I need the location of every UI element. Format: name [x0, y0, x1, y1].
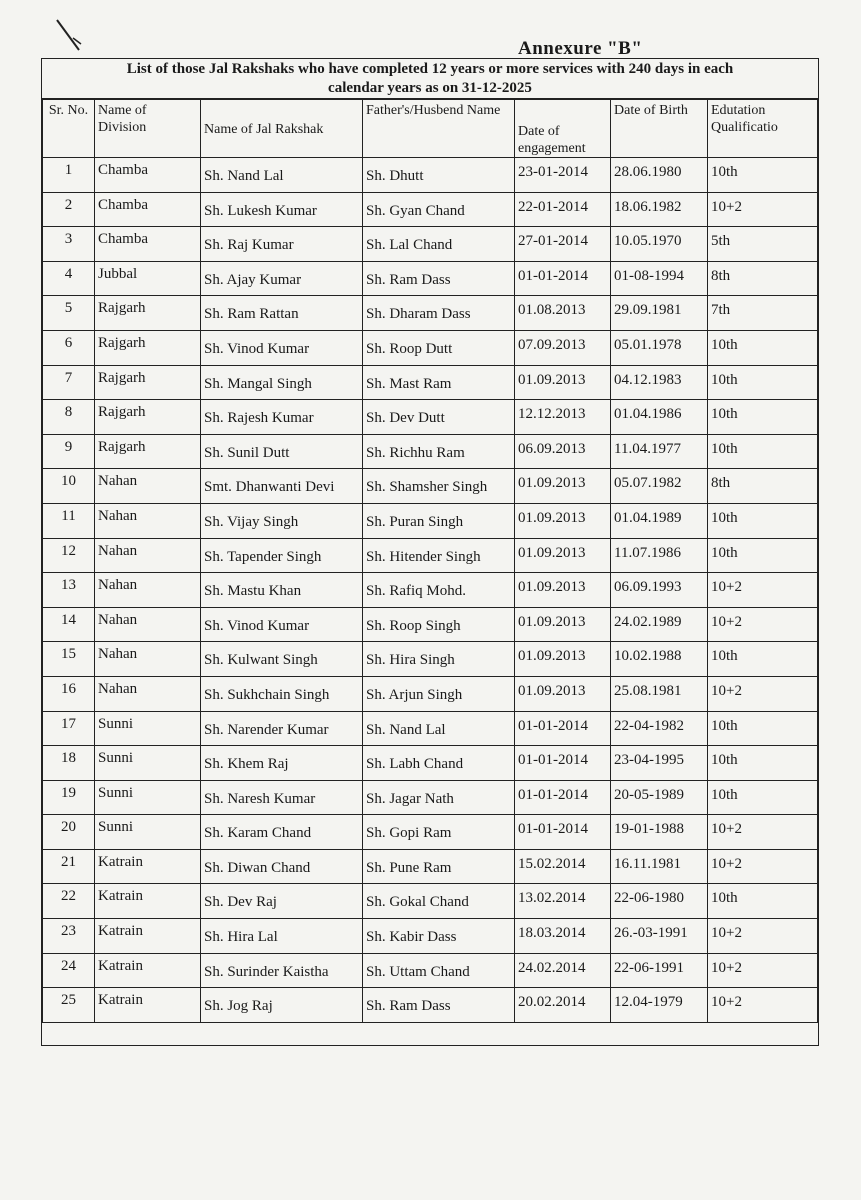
division-cell: Nahan: [95, 503, 201, 538]
annexure-label: Annexure "B": [518, 38, 643, 59]
father-cell: Sh. Arjun Singh: [363, 676, 515, 711]
sr-cell: 8: [43, 400, 95, 435]
engagement-date-cell: 23-01-2014: [515, 158, 611, 193]
header-division: Name of Division: [95, 100, 201, 158]
name-cell: Sh. Vinod Kumar: [201, 607, 363, 642]
engagement-date-cell: 20.02.2014: [515, 988, 611, 1023]
table-row: [43, 434, 818, 469]
table-row: [43, 296, 818, 331]
header-sr-no: Sr. No.: [43, 100, 95, 158]
engagement-date-cell: 06.09.2013: [515, 434, 611, 469]
name-cell: Sh. Naresh Kumar: [201, 780, 363, 815]
table-row: [43, 815, 818, 850]
education-cell: 10th: [708, 365, 818, 400]
name-cell: Sh. Mastu Khan: [201, 573, 363, 608]
table-row: [43, 988, 818, 1023]
father-cell: Sh. Roop Dutt: [363, 330, 515, 365]
division-cell: Nahan: [95, 469, 201, 504]
division-cell: Chamba: [95, 158, 201, 193]
engagement-date-cell: 15.02.2014: [515, 849, 611, 884]
handwritten-pen-mark: [55, 14, 85, 54]
birth-date-cell: 18.06.1982: [611, 192, 708, 227]
birth-date-cell: 29.09.1981: [611, 296, 708, 331]
sr-cell: 13: [43, 573, 95, 608]
engagement-date-cell: 01-01-2014: [515, 780, 611, 815]
sr-cell: 24: [43, 953, 95, 988]
father-cell: Sh. Uttam Chand: [363, 953, 515, 988]
engagement-date-cell: 01-01-2014: [515, 815, 611, 850]
name-cell: Sh. Khem Raj: [201, 746, 363, 781]
father-cell: Sh. Rafiq Mohd.: [363, 573, 515, 608]
education-cell: 10th: [708, 400, 818, 435]
sr-cell: 2: [43, 192, 95, 227]
father-cell: Sh. Labh Chand: [363, 746, 515, 781]
engagement-date-cell: 01.09.2013: [515, 365, 611, 400]
division-cell: Nahan: [95, 642, 201, 677]
engagement-date-cell: 27-01-2014: [515, 227, 611, 262]
father-cell: Sh. Hitender Singh: [363, 538, 515, 573]
education-cell: 10+2: [708, 676, 818, 711]
name-cell: Sh. Narender Kumar: [201, 711, 363, 746]
engagement-date-cell: 01.08.2013: [515, 296, 611, 331]
sr-cell: 7: [43, 365, 95, 400]
father-cell: Sh. Dharam Dass: [363, 296, 515, 331]
education-cell: 8th: [708, 261, 818, 296]
division-cell: Nahan: [95, 573, 201, 608]
division-cell: Nahan: [95, 538, 201, 573]
sr-cell: 16: [43, 676, 95, 711]
father-cell: Sh. Mast Ram: [363, 365, 515, 400]
birth-date-cell: 23-04-1995: [611, 746, 708, 781]
birth-date-cell: 19-01-1988: [611, 815, 708, 850]
sr-cell: 21: [43, 849, 95, 884]
table-row: [43, 676, 818, 711]
birth-date-cell: 04.12.1983: [611, 365, 708, 400]
sr-cell: 20: [43, 815, 95, 850]
name-cell: Sh. Sukhchain Singh: [201, 676, 363, 711]
table-row: [43, 919, 818, 954]
father-cell: Sh. Dev Dutt: [363, 400, 515, 435]
birth-date-cell: 01.04.1989: [611, 503, 708, 538]
engagement-date-cell: 01-01-2014: [515, 746, 611, 781]
father-cell: Sh. Puran Singh: [363, 503, 515, 538]
table-row: [43, 849, 818, 884]
education-cell: 10+2: [708, 192, 818, 227]
education-cell: 10th: [708, 503, 818, 538]
father-cell: Sh. Ram Dass: [363, 261, 515, 296]
engagement-date-cell: 22-01-2014: [515, 192, 611, 227]
header-father: Father's/Husbend Name: [363, 100, 515, 158]
education-cell: 5th: [708, 227, 818, 262]
education-cell: 10+2: [708, 919, 818, 954]
table-row: [43, 330, 818, 365]
birth-date-cell: 11.04.1977: [611, 434, 708, 469]
sr-cell: 11: [43, 503, 95, 538]
engagement-date-cell: 01-01-2014: [515, 261, 611, 296]
education-cell: 10th: [708, 642, 818, 677]
header-education: Edutation Qualificatio: [708, 100, 818, 158]
name-cell: Sh. Jog Raj: [201, 988, 363, 1023]
sr-cell: 25: [43, 988, 95, 1023]
name-cell: Sh. Kulwant Singh: [201, 642, 363, 677]
father-cell: Sh. Gopi Ram: [363, 815, 515, 850]
division-cell: Katrain: [95, 988, 201, 1023]
division-cell: Rajgarh: [95, 365, 201, 400]
division-cell: Sunni: [95, 815, 201, 850]
table-row: [43, 469, 818, 504]
division-cell: Sunni: [95, 746, 201, 781]
engagement-date-cell: 12.12.2013: [515, 400, 611, 435]
sr-cell: 15: [43, 642, 95, 677]
table-row: [43, 192, 818, 227]
sr-cell: 4: [43, 261, 95, 296]
division-cell: Jubbal: [95, 261, 201, 296]
header-date-of-birth: Date of Birth: [611, 100, 708, 158]
name-cell: Sh. Tapender Singh: [201, 538, 363, 573]
division-cell: Katrain: [95, 849, 201, 884]
name-cell: Sh. Vijay Singh: [201, 503, 363, 538]
name-cell: Sh. Vinod Kumar: [201, 330, 363, 365]
engagement-date-cell: 01.09.2013: [515, 642, 611, 677]
sr-cell: 1: [43, 158, 95, 193]
engagement-date-cell: 07.09.2013: [515, 330, 611, 365]
father-cell: Sh. Jagar Nath: [363, 780, 515, 815]
division-cell: Sunni: [95, 780, 201, 815]
name-cell: Sh. Hira Lal: [201, 919, 363, 954]
name-cell: Sh. Nand Lal: [201, 158, 363, 193]
birth-date-cell: 26.-03-1991: [611, 919, 708, 954]
division-cell: Sunni: [95, 711, 201, 746]
education-cell: 10th: [708, 434, 818, 469]
birth-date-cell: 16.11.1981: [611, 849, 708, 884]
sr-cell: 3: [43, 227, 95, 262]
table-caption: [42, 59, 818, 99]
engagement-date-cell: 01.09.2013: [515, 607, 611, 642]
name-cell: Sh. Surinder Kaistha: [201, 953, 363, 988]
table-row: [43, 261, 818, 296]
name-cell: Sh. Karam Chand: [201, 815, 363, 850]
document-sheet: [41, 58, 819, 1046]
caption-line-1: List of those Jal Rakshaks who have completed 12 years or more services with 240 days in each: [126, 61, 734, 77]
father-cell: Sh. Hira Singh: [363, 642, 515, 677]
education-cell: 10th: [708, 158, 818, 193]
father-cell: Sh. Lal Chand: [363, 227, 515, 262]
birth-date-cell: 25.08.1981: [611, 676, 708, 711]
header-date-of-engagement: Date of engagement: [515, 100, 611, 158]
division-cell: Katrain: [95, 919, 201, 954]
father-cell: Sh. Ram Dass: [363, 988, 515, 1023]
division-cell: Nahan: [95, 676, 201, 711]
name-cell: Sh. Ram Rattan: [201, 296, 363, 331]
table-body: [43, 158, 818, 1023]
father-cell: Sh. Nand Lal: [363, 711, 515, 746]
table-row: [43, 711, 818, 746]
sr-cell: 6: [43, 330, 95, 365]
birth-date-cell: 20-05-1989: [611, 780, 708, 815]
caption-line-2: calendar years as on 31-12-2025: [328, 80, 532, 96]
table-row: [43, 573, 818, 608]
division-cell: Rajgarh: [95, 296, 201, 331]
birth-date-cell: 12.04-1979: [611, 988, 708, 1023]
division-cell: Rajgarh: [95, 330, 201, 365]
education-cell: 10+2: [708, 953, 818, 988]
table-row: [43, 953, 818, 988]
division-cell: Rajgarh: [95, 434, 201, 469]
birth-date-cell: 10.02.1988: [611, 642, 708, 677]
name-cell: Sh. Dev Raj: [201, 884, 363, 919]
father-cell: Sh. Kabir Dass: [363, 919, 515, 954]
father-cell: Sh. Pune Ram: [363, 849, 515, 884]
education-cell: 10+2: [708, 815, 818, 850]
table-row: [43, 884, 818, 919]
father-cell: Sh. Roop Singh: [363, 607, 515, 642]
engagement-date-cell: 01.09.2013: [515, 503, 611, 538]
father-cell: Sh. Richhu Ram: [363, 434, 515, 469]
education-cell: 10th: [708, 330, 818, 365]
birth-date-cell: 06.09.1993: [611, 573, 708, 608]
jal-rakshak-table: [42, 99, 818, 1023]
engagement-date-cell: 01.09.2013: [515, 538, 611, 573]
birth-date-cell: 05.07.1982: [611, 469, 708, 504]
father-cell: Sh. Gokal Chand: [363, 884, 515, 919]
name-cell: Sh. Ajay Kumar: [201, 261, 363, 296]
sr-cell: 23: [43, 919, 95, 954]
name-cell: Sh. Raj Kumar: [201, 227, 363, 262]
division-cell: Chamba: [95, 227, 201, 262]
table-row: [43, 227, 818, 262]
division-cell: Chamba: [95, 192, 201, 227]
birth-date-cell: 01.04.1986: [611, 400, 708, 435]
education-cell: 10+2: [708, 849, 818, 884]
sr-cell: 18: [43, 746, 95, 781]
name-cell: Smt. Dhanwanti Devi: [201, 469, 363, 504]
sr-cell: 19: [43, 780, 95, 815]
birth-date-cell: 28.06.1980: [611, 158, 708, 193]
father-cell: Sh. Shamsher Singh: [363, 469, 515, 504]
education-cell: 10+2: [708, 573, 818, 608]
table-row: [43, 158, 818, 193]
father-cell: Sh. Dhutt: [363, 158, 515, 193]
birth-date-cell: 10.05.1970: [611, 227, 708, 262]
table-row: [43, 780, 818, 815]
table-row: [43, 607, 818, 642]
header-name: Name of Jal Rakshak: [201, 100, 363, 158]
education-cell: 10th: [708, 746, 818, 781]
division-cell: Rajgarh: [95, 400, 201, 435]
engagement-date-cell: 01-01-2014: [515, 711, 611, 746]
table-row: [43, 400, 818, 435]
education-cell: 10th: [708, 538, 818, 573]
engagement-date-cell: 01.09.2013: [515, 469, 611, 504]
sr-cell: 10: [43, 469, 95, 504]
education-cell: 7th: [708, 296, 818, 331]
engagement-date-cell: 13.02.2014: [515, 884, 611, 919]
birth-date-cell: 22-06-1991: [611, 953, 708, 988]
birth-date-cell: 01-08-1994: [611, 261, 708, 296]
sr-cell: 9: [43, 434, 95, 469]
name-cell: Sh. Lukesh Kumar: [201, 192, 363, 227]
table-row: [43, 503, 818, 538]
engagement-date-cell: 01.09.2013: [515, 573, 611, 608]
division-cell: Nahan: [95, 607, 201, 642]
education-cell: 10+2: [708, 988, 818, 1023]
table-row: [43, 746, 818, 781]
birth-date-cell: 24.02.1989: [611, 607, 708, 642]
engagement-date-cell: 18.03.2014: [515, 919, 611, 954]
name-cell: Sh. Diwan Chand: [201, 849, 363, 884]
birth-date-cell: 22-04-1982: [611, 711, 708, 746]
engagement-date-cell: 01.09.2013: [515, 676, 611, 711]
education-cell: 10th: [708, 884, 818, 919]
table-row: [43, 642, 818, 677]
education-cell: 10th: [708, 711, 818, 746]
education-cell: 10+2: [708, 607, 818, 642]
birth-date-cell: 11.07.1986: [611, 538, 708, 573]
birth-date-cell: 05.01.1978: [611, 330, 708, 365]
sr-cell: 22: [43, 884, 95, 919]
sr-cell: 12: [43, 538, 95, 573]
sr-cell: 17: [43, 711, 95, 746]
birth-date-cell: 22-06-1980: [611, 884, 708, 919]
father-cell: Sh. Gyan Chand: [363, 192, 515, 227]
division-cell: Katrain: [95, 953, 201, 988]
name-cell: Sh. Mangal Singh: [201, 365, 363, 400]
name-cell: Sh. Rajesh Kumar: [201, 400, 363, 435]
header-row: [43, 100, 818, 158]
sr-cell: 5: [43, 296, 95, 331]
education-cell: 8th: [708, 469, 818, 504]
name-cell: Sh. Sunil Dutt: [201, 434, 363, 469]
sr-cell: 14: [43, 607, 95, 642]
division-cell: Katrain: [95, 884, 201, 919]
education-cell: 10th: [708, 780, 818, 815]
table-row: [43, 538, 818, 573]
engagement-date-cell: 24.02.2014: [515, 953, 611, 988]
table-row: [43, 365, 818, 400]
